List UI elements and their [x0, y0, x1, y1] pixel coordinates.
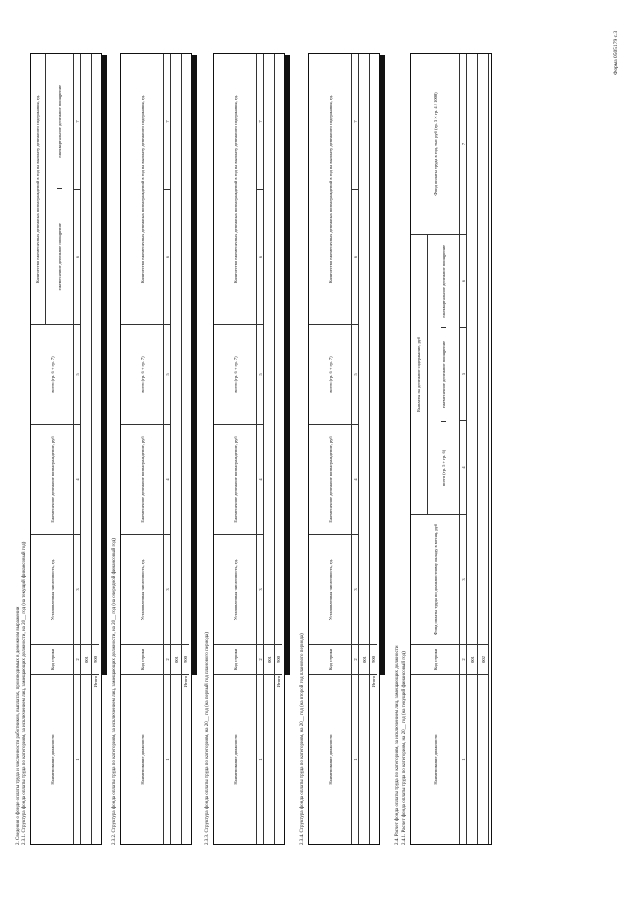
col-total-3: всего (гр. 6 + гр. 7)	[214, 324, 256, 424]
num2-4: 4	[164, 424, 170, 534]
col-code-2: Код строки	[121, 644, 163, 674]
col-payments	[411, 234, 459, 514]
code-900: 900	[92, 644, 99, 674]
code4-001: 001	[359, 644, 369, 674]
num2-7: 7	[164, 120, 170, 123]
num4-4: 4	[352, 424, 358, 534]
table-2-4-1	[410, 53, 492, 845]
num3-6: 6	[257, 189, 263, 324]
num4-2: 2	[352, 644, 358, 674]
num3-5: 5	[257, 324, 263, 424]
num5-3: 3	[460, 514, 466, 644]
shaded-bar-2	[192, 55, 197, 675]
num4-7: 7	[352, 120, 358, 123]
shaded-bar-3	[285, 55, 290, 675]
col-name-4: Наименование должности	[309, 674, 351, 844]
section-title-2-3-3: 2.3.3. Структура фонда оплаты труда по категориям, на 20__ год (на первый год планового периода)	[205, 632, 210, 845]
itog2: Итого	[182, 674, 189, 844]
shaded-bar-4	[380, 55, 385, 675]
num5-6: 6	[460, 234, 466, 327]
num-5: 5	[74, 324, 80, 424]
num3-3: 3	[257, 534, 263, 644]
num-7: 7	[74, 120, 80, 123]
col-code-5: Код строки	[411, 644, 459, 674]
itog3: Итого	[275, 674, 282, 844]
col-group-3: Количество ежемесячных денежных вознаграждений в год на выплату денежного содержания, ед.	[232, 94, 238, 284]
col-staff-2: Установленная численность, ед.	[121, 534, 163, 644]
col-total: всего (гр. 6 + гр. 7)	[31, 324, 73, 424]
num3-2: 2	[257, 644, 263, 674]
num3-4: 4	[257, 424, 263, 534]
col-staff-4: Установленная численность, ед.	[309, 534, 351, 644]
col-group-2: Количество ежемесячных денежных вознаграждений в год на выплату денежного содержания, ед.	[139, 94, 145, 284]
itog4: Итого	[370, 674, 377, 844]
code5-002: 002	[478, 644, 488, 674]
code4-900: 900	[370, 644, 377, 674]
col-staff: Установленная численность, ед.	[31, 534, 73, 644]
num2-3: 3	[164, 534, 170, 644]
col-code-4: Код строки	[309, 644, 351, 674]
section-title-2-4-1: 2.4.1. Расчет фонда оплаты труда по категориям, на 20__ год (на текущий финансовый год)	[402, 651, 407, 845]
num4-6: 6	[352, 189, 358, 324]
num5-2: 2	[460, 644, 466, 674]
num-1: 1	[74, 674, 80, 844]
num3-1: 1	[257, 674, 263, 844]
num-2: 2	[74, 644, 80, 674]
payments-quarterly: ежеквартальное денежное поощрение	[440, 244, 446, 318]
num-4: 4	[74, 424, 80, 534]
payments-total: всего (гр. 5 + гр. 6)	[441, 421, 446, 514]
section-title-2: 2. Сведения о фонде оплаты труда и численности работников, выплатах, производимых в денежном выражении	[16, 606, 21, 845]
num5-5: 5	[460, 327, 466, 420]
col-monthly-2: Ежемесячное денежное вознаграждение, руб	[121, 424, 163, 534]
code5-001: 001	[467, 644, 477, 674]
col-group-4: Количество ежемесячных денежных вознаграждений в год на выплату денежного содержания, ед.	[327, 94, 333, 284]
num3-7: 7	[257, 120, 263, 123]
table-2-3-4	[308, 53, 380, 845]
code2-001: 001	[171, 644, 181, 674]
code-001: 001	[81, 644, 91, 674]
num5-4: 4	[460, 420, 466, 514]
table-2-3-2	[120, 53, 192, 845]
section-title-2-3-2: 2.3.2. Структура фонда оплаты труда по категориям, за исключением лиц, замещающих должности, на 20__ год (на очередной финансовый год)	[112, 538, 117, 845]
col-code: Код строки	[31, 644, 73, 674]
col-total-4: всего (гр. 6 + гр. 7)	[309, 324, 351, 424]
col-monthly-3: Ежемесячное денежное вознаграждение, руб	[214, 424, 256, 534]
section-title-2-3-4: 2.3.4. Структура фонда оплаты труда по категориям, на 20__ год (на второй год планового периода)	[300, 633, 305, 845]
num-6: 6	[74, 189, 80, 324]
col-name-2: Наименование должности	[121, 674, 163, 844]
sub-monthly: ежемесячное денежное поощрение	[57, 189, 62, 325]
col-total-2: всего (гр. 6 + гр. 7)	[121, 324, 163, 424]
col-fot-month: Фонд оплаты труда по должностному окладу в месяц, руб	[411, 514, 459, 644]
col-code-3: Код строки	[214, 644, 256, 674]
form-code: Форма 0505179 с.3	[613, 30, 619, 75]
col-fot-year: Фонд оплаты труда в год, тыс руб (гр. 3 × гр. 4 / 1000)	[432, 92, 438, 196]
code3-001: 001	[264, 644, 274, 674]
num-3: 3	[74, 534, 80, 644]
col-monthly-4: Ежемесячное денежное вознаграждение, руб	[309, 424, 351, 534]
group-head: Количество ежемесячных денежных вознаграждений в год на выплату денежного содержания, ед.	[31, 54, 46, 324]
num5-1: 1	[460, 674, 466, 844]
num2-6: 6	[164, 189, 170, 324]
col-name-3: Наименование должности	[214, 674, 256, 844]
payments-monthly: ежемесячное денежное поощрение	[441, 327, 446, 420]
col-name: Наименование должности	[31, 674, 73, 844]
num4-3: 3	[352, 534, 358, 644]
col-staff-3: Установленная численность, ед.	[214, 534, 256, 644]
section-title-2-3-1: 2.3.1. Структура фонда оплаты труда по категориям, за исключением лиц, замещающих должности, на 20__ год (на текущий финансовый год)	[22, 541, 27, 845]
num5-7: 7	[460, 142, 466, 146]
table-2-3-1	[30, 53, 102, 845]
num2-2: 2	[164, 644, 170, 674]
num4-1: 1	[352, 674, 358, 844]
num4-5: 5	[352, 324, 358, 424]
sub-quarterly: ежеквартальное денежное поощрение	[56, 84, 62, 158]
table-2-3-3	[213, 53, 285, 845]
num2-5: 5	[164, 324, 170, 424]
itog-label: Итого	[92, 674, 99, 844]
code3-900: 900	[275, 644, 282, 674]
col-group	[31, 54, 73, 324]
section-title-2-4: 2.4. Расчет фонда оплаты труда по категориям, за исключением лиц, замещающих должности	[395, 645, 400, 845]
col-name-5: Наименование должности	[411, 674, 459, 844]
col-monthly: Ежемесячное денежное вознаграждение, руб	[31, 424, 73, 534]
shaded-bar	[102, 55, 107, 675]
payments-head: Выплаты на денежное содержание, руб	[411, 235, 428, 514]
code2-900: 900	[182, 644, 189, 674]
num2-1: 1	[164, 674, 170, 844]
